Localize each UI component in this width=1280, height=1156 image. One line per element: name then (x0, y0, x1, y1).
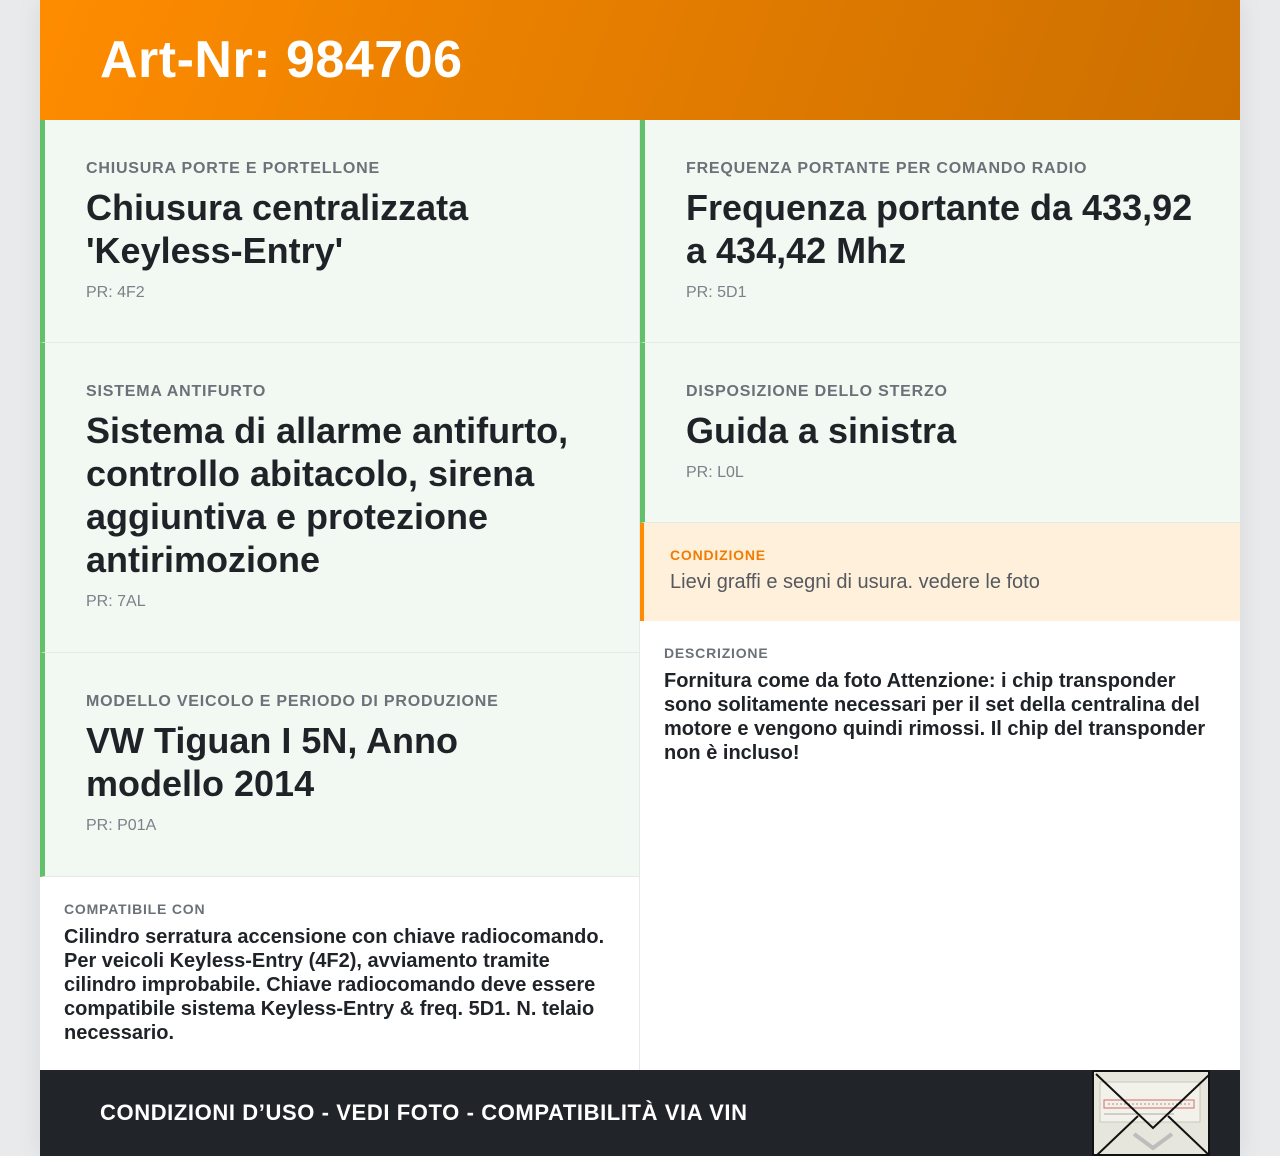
envelope-icon (1094, 1072, 1210, 1156)
condition-text: Lievi graffi e segni di usura. vedere le foto (670, 571, 1040, 593)
feature-label: FREQUENZA PORTANTE PER COMANDO RADIO (686, 160, 1088, 177)
condition-label: CONDIZIONE (670, 547, 766, 563)
content-columns (40, 120, 1240, 1070)
feature-pr-code: PR: 5D1 (686, 284, 747, 301)
feature-value: Chiusura centralizzata 'Keyless-Entry' (86, 187, 469, 271)
feature-label: DISPOSIZIONE DELLO STERZO (686, 383, 948, 400)
feature-pr-code: PR: L0L (686, 464, 744, 481)
feature-value: VW Tiguan I 5N, Anno modello 2014 (86, 720, 458, 804)
feature-card-anti-theft (40, 343, 639, 653)
feature-card-steering (640, 343, 1240, 523)
feature-pr-code: PR: 7AL (86, 593, 146, 610)
feature-label: CHIUSURA PORTE E PORTELLONE (86, 160, 380, 177)
footer-bar (40, 1070, 1240, 1156)
article-number-title: Art-Nr: 984706 (100, 31, 463, 89)
compatible-text: Cilindro serratura accensione con chiave radiocomando. Per veicoli Keyless-Entry (4F2), avviamento tramite cilindro improbabile. Chiave radiocomando deve essere compatibile sistema Keyless-Entry & freq. 5D1. N. telaio necessario. (64, 926, 605, 1044)
description-section (640, 621, 1240, 765)
footer-text: CONDIZIONI D’USO - VEDI FOTO - COMPATIBILITÀ VIA VIN (100, 1100, 748, 1125)
feature-label: MODELLO VEICOLO E PERIODO DI PRODUZIONE (86, 693, 499, 710)
compatible-section (40, 877, 639, 1045)
condition-box (640, 523, 1240, 621)
left-column (40, 120, 640, 1070)
feature-card-door-lock (40, 120, 639, 343)
product-photo-thumbnail[interactable] (1092, 1070, 1210, 1156)
feature-pr-code: PR: 4F2 (86, 284, 145, 301)
feature-card-vehicle-model (40, 653, 639, 877)
header-bar (40, 0, 1240, 120)
feature-value: Frequenza portante da 433,92 a 434,42 Mhz (686, 187, 1193, 271)
feature-value: Sistema di allarme antifurto, controllo abitacolo, sirena aggiuntiva e protezione antirimozione (86, 410, 569, 580)
right-column (640, 120, 1240, 1070)
feature-value: Guida a sinistra (686, 410, 957, 451)
description-text: Fornitura come da foto Attenzione: i chip transponder sono solitamente necessari per il set della centralina del motore e vengono quindi rimossi. Il chip del transponder non è incluso! (664, 670, 1206, 764)
product-sheet (40, 0, 1240, 1156)
feature-pr-code: PR: P01A (86, 817, 157, 834)
description-label: DESCRIZIONE (664, 645, 769, 661)
feature-card-radio-frequency (640, 120, 1240, 343)
compatible-label: COMPATIBILE CON (64, 901, 206, 917)
feature-label: SISTEMA ANTIFURTO (86, 383, 267, 400)
